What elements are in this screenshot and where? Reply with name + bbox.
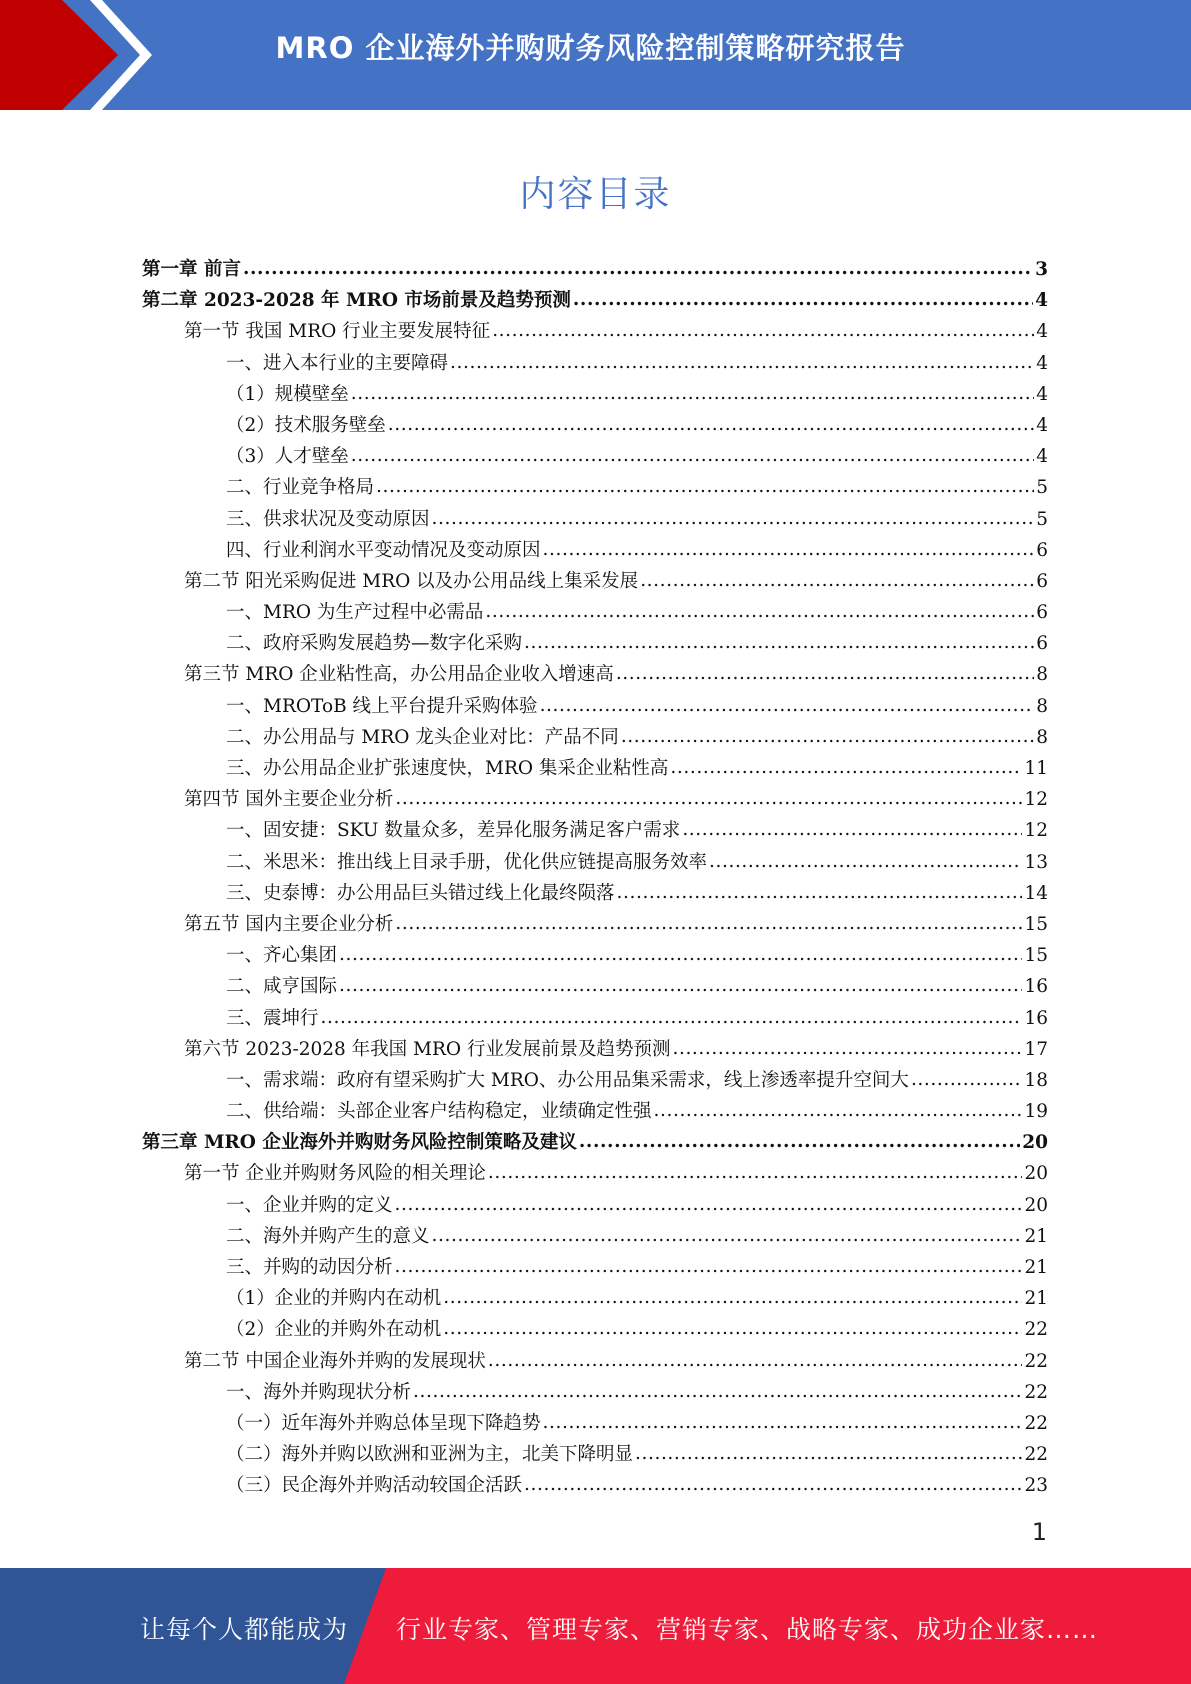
toc-entry-label: （一）近年海外并购总体呈现下降趋势 [226,1412,541,1434]
toc-entry-label: 二、咸亨国际 [226,976,338,998]
toc-entry-label: 第三章 MRO 企业海外并购财务风险控制策略及建议 [142,1132,577,1154]
toc-entry[interactable] [142,410,1048,441]
toc-entry[interactable] [142,1439,1048,1470]
toc-entry-page: 8 [1036,664,1048,686]
toc-entry-page: 14 [1024,882,1048,904]
toc-entry-page: 11 [1024,758,1048,779]
toc-entry-label: （1）规模壁垒 [226,383,349,405]
toc-entry-page: 21 [1024,1288,1048,1310]
toc-entry[interactable] [142,1158,1048,1189]
toc-entry-label: 第一章 前言 [142,259,241,280]
report-title: MRO 企业海外并购财务风险控制策略研究报告 [275,31,906,65]
toc-entry-page: 17 [1024,1038,1048,1060]
toc-entry[interactable] [142,784,1048,815]
toc-entry[interactable] [142,566,1048,597]
toc-dot-leader [654,1095,1023,1126]
toc-entry[interactable] [142,1034,1048,1065]
toc-dot-leader [617,877,1023,908]
toc-dot-leader [635,1438,1022,1469]
toc-dot-leader [321,1002,1023,1033]
toc-entry[interactable] [142,815,1048,846]
footer-slogan-right: 行业专家、管理专家、营销专家、战略专家、成功企业家…… [396,1615,1099,1644]
toc-entry-page: 5 [1036,477,1048,499]
toc-dot-leader [672,1033,1022,1064]
toc-entry-page: 6 [1036,570,1048,592]
toc-entry[interactable] [142,1377,1048,1408]
toc-entry-page: 15 [1024,913,1048,935]
toc-entry[interactable] [142,1470,1048,1501]
toc-entry-label: 第三节 MRO 企业粘性高，办公用品企业收入增速高 [184,664,614,686]
toc-entry-label: 三、供求状况及变动原因 [226,508,430,530]
toc-entry-page: 5 [1036,508,1048,530]
toc-dot-leader [413,1376,1022,1407]
toc-entry-page: 21 [1024,1257,1048,1278]
toc-entry-page: 4 [1036,414,1048,436]
toc-entry-label: （二）海外并购以欧洲和亚洲为主，北美下降明显 [226,1444,634,1466]
toc-entry[interactable] [142,472,1048,503]
toc-entry-label: 一、进入本行业的主要障碍 [226,352,449,374]
toc-entry-label: 一、需求端：政府有望采购扩大 MRO、办公用品集采需求，线上渗透率提升空间大 [226,1069,909,1091]
toc-entry[interactable] [142,971,1048,1002]
toc-dot-leader [376,471,1034,502]
toc-dot-leader [351,440,1034,471]
toc-dot-leader [339,939,1022,970]
toc-entry-page: 13 [1024,851,1048,873]
header-arrow-decoration [0,0,160,110]
toc-entry-page: 4 [1036,383,1048,405]
toc-entry-page: 20 [1024,1194,1048,1216]
toc-entry[interactable] [142,285,1048,316]
toc-entry-page: 22 [1024,1381,1048,1403]
toc-entry[interactable] [142,909,1048,940]
toc-dot-leader [395,908,1022,939]
toc-entry-page: 16 [1024,976,1048,998]
toc-entry-page: 21 [1024,1225,1048,1247]
toc-entry[interactable] [142,1252,1048,1283]
toc-entry-page: 4 [1035,290,1048,312]
toc-entry[interactable] [142,1221,1048,1252]
toc-entry[interactable] [142,1127,1048,1158]
toc-dot-leader [443,1313,1022,1344]
toc-entry-label: 三、史泰博：办公用品巨头错过线上化最终陨落 [226,882,615,904]
toc-entry-page: 16 [1024,1007,1048,1029]
toc-entry[interactable] [142,1314,1048,1345]
toc-dot-leader [616,658,1034,689]
toc-entry[interactable] [142,597,1048,628]
toc-entry-label: 第二节 中国企业海外并购的发展现状 [184,1350,486,1372]
toc-dot-leader [543,534,1035,565]
toc-dot-leader [911,1064,1023,1095]
header-banner [0,0,1191,110]
toc-entry[interactable] [142,691,1048,722]
toc-entry-label: 三、办公用品企业扩张速度快，MRO 集采企业粘性高 [226,758,669,779]
toc-entry-page: 3 [1035,259,1048,280]
toc-entry-label: 二、办公用品与 MRO 龙头企业对比：产品不同 [226,726,619,748]
toc-entry[interactable] [142,316,1048,347]
toc-dot-leader [670,752,1022,783]
toc-entry-label: 一、MROToB 线上平台提升采购体验 [226,695,538,717]
toc-entry[interactable] [142,1096,1048,1127]
toc-dot-leader [573,284,1033,315]
toc-entry-label: 第二节 阳光采购促进 MRO 以及办公用品线上集采发展 [184,570,639,592]
toc-entry[interactable] [142,1346,1048,1377]
toc-entry-page: 4 [1036,446,1048,468]
toc-entry-label: 二、米思米：推出线上目录手册，优化供应链提高服务效率 [226,851,708,873]
toc-entry-page: 6 [1036,602,1048,624]
toc-dot-leader [543,1407,1023,1438]
toc-entry-label: 一、海外并购现状分析 [226,1381,412,1403]
toc-dot-leader [450,347,1034,378]
toc-entry-page: 22 [1024,1319,1048,1341]
toc-dot-leader [443,1282,1022,1313]
toc-entry-label: 一、企业并购的定义 [226,1194,393,1216]
toc-entry-label: 四、行业利润水平变动情况及变动原因 [226,539,541,561]
toc-entry[interactable] [142,628,1048,659]
toc-entry-label: 二、海外并购产生的意义 [226,1225,430,1247]
toc-dot-leader [579,1126,1020,1157]
toc-dot-leader [395,1189,1023,1220]
toc-entry[interactable] [142,348,1048,379]
toc-entry[interactable] [142,753,1048,784]
toc-dot-leader [339,970,1022,1001]
toc-entry[interactable] [142,722,1048,753]
toc-entry-label: 三、震坤行 [226,1007,319,1029]
toc-dot-leader [709,846,1022,877]
toc-entry[interactable] [142,1003,1048,1034]
table-of-contents [142,254,1048,1502]
toc-entry-page: 6 [1036,539,1048,561]
toc-entry-label: 一、MRO 为生产过程中必需品 [226,602,484,624]
toc-entry[interactable] [142,1283,1048,1314]
toc-entry-page: 22 [1024,1444,1048,1466]
toc-entry-page: 15 [1024,945,1048,967]
toc-entry[interactable] [142,535,1048,566]
toc-entry-label: （三）民企海外并购活动较国企活跃 [226,1475,523,1497]
toc-entry[interactable] [142,1065,1048,1096]
toc-entry-page: 22 [1024,1350,1048,1372]
toc-dot-leader [488,1345,1023,1376]
toc-entry-page: 8 [1036,726,1048,748]
toc-entry-label: 第二章 2023-2028 年 MRO 市场前景及趋势预测 [142,290,571,312]
toc-entry-label: （1）企业的并购内在动机 [226,1288,442,1310]
toc-entry-page: 20 [1024,1163,1048,1185]
toc-dot-leader [351,378,1034,409]
toc-entry-page: 22 [1024,1412,1048,1434]
toc-entry-label: 二、供给端：头部企业客户结构稳定，业绩确定性强 [226,1101,652,1123]
toc-dot-leader [682,814,1022,845]
toc-entry-page: 18 [1024,1069,1048,1091]
toc-entry-label: （3）人才壁垒 [226,446,349,468]
toc-entry[interactable] [142,254,1048,285]
toc-heading: 内容目录 [519,174,672,215]
toc-entry[interactable] [142,940,1048,971]
toc-entry[interactable] [142,847,1048,878]
toc-dot-leader [243,253,1033,284]
toc-entry-page: 19 [1024,1101,1048,1123]
page-number: 1 [1031,1518,1047,1546]
toc-entry[interactable] [142,1190,1048,1221]
toc-dot-leader [640,565,1034,596]
toc-dot-leader [432,503,1035,534]
footer-slogan-left: 让每个人都能成为 [140,1615,349,1644]
toc-dot-leader [485,596,1034,627]
toc-entry-label: 第五节 国内主要企业分析 [184,913,394,935]
toc-entry-page: 4 [1036,352,1048,374]
toc-entry-label: （2）技术服务壁垒 [226,414,386,436]
toc-dot-leader [388,409,1034,440]
toc-dot-leader [432,1220,1023,1251]
toc-entry-label: 第一节 企业并购财务风险的相关理论 [184,1163,486,1185]
toc-entry[interactable] [142,878,1048,909]
toc-entry[interactable] [142,1408,1048,1439]
toc-dot-leader [540,690,1035,721]
toc-entry-page: 6 [1036,633,1048,655]
toc-entry[interactable] [142,659,1048,690]
toc-entry-label: 三、并购的动因分析 [226,1257,393,1278]
toc-entry-page: 12 [1024,820,1048,842]
toc-entry-label: 第四节 国外主要企业分析 [184,789,394,811]
toc-entry-label: 一、固安捷：SKU 数量众多，差异化服务满足客户需求 [226,820,681,842]
toc-entry-page: 23 [1024,1475,1048,1497]
toc-entry-label: （2）企业的并购外在动机 [226,1319,442,1341]
toc-entry[interactable] [142,441,1048,472]
toc-dot-leader [395,783,1022,814]
toc-entry-label: 第六节 2023-2028 年我国 MRO 行业发展前景及趋势预测 [184,1038,671,1060]
toc-entry-page: 12 [1024,789,1048,811]
toc-dot-leader [488,1157,1023,1188]
toc-entry-label: 第一节 我国 MRO 行业主要发展特征 [184,321,491,343]
toc-entry[interactable] [142,379,1048,410]
toc-entry-page: 8 [1036,695,1048,717]
toc-dot-leader [524,1469,1022,1500]
toc-entry[interactable] [142,504,1048,535]
toc-dot-leader [524,627,1034,658]
toc-dot-leader [492,315,1034,346]
toc-entry-page: 20 [1022,1132,1048,1154]
toc-entry-label: 二、行业竞争格局 [226,477,375,499]
toc-entry-label: 一、齐心集团 [226,945,338,967]
toc-entry-page: 4 [1036,321,1048,343]
toc-dot-leader [621,721,1034,752]
toc-dot-leader [395,1251,1023,1282]
footer-banner [0,1568,1191,1684]
toc-entry-label: 二、政府采购发展趋势—数字化采购 [226,633,523,655]
